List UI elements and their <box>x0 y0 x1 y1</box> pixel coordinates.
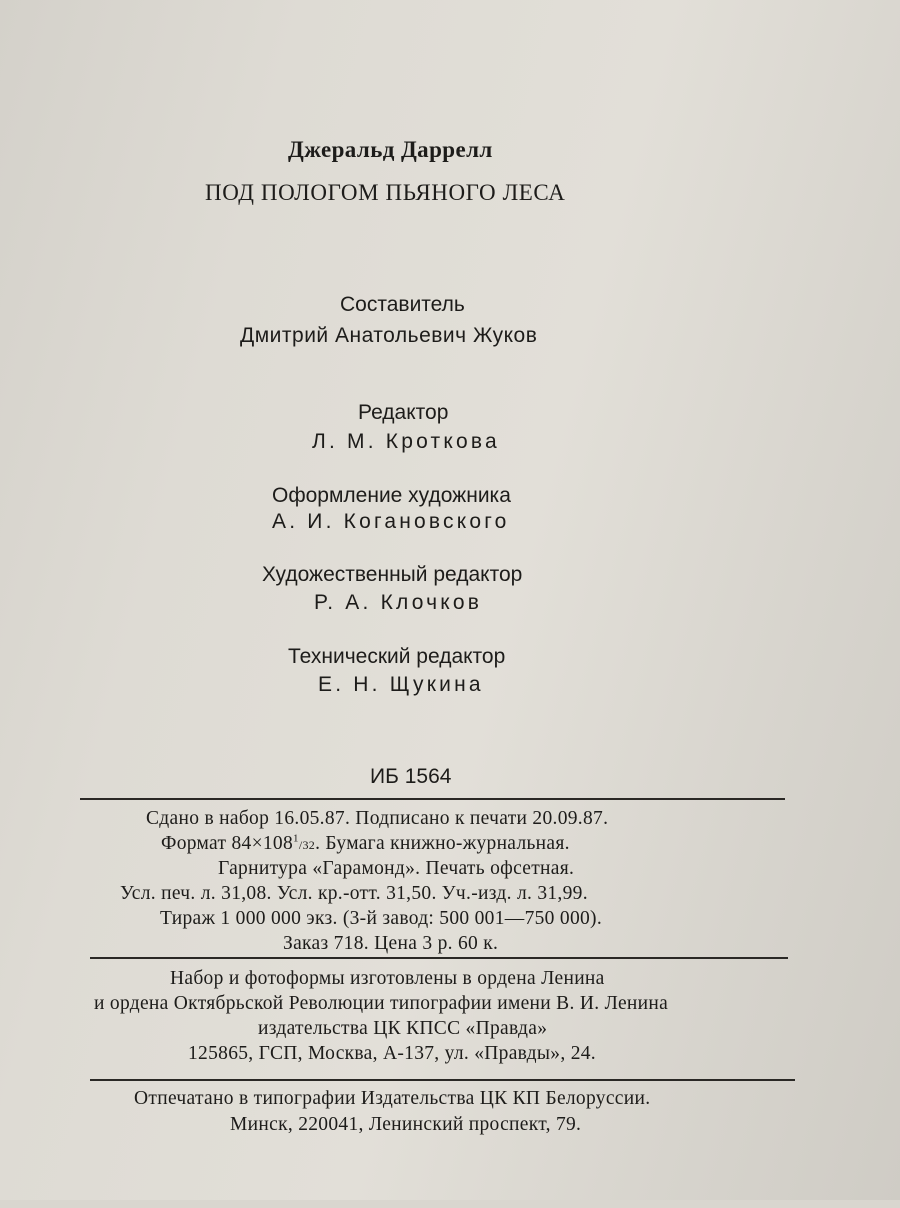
rule-bottom <box>90 1079 795 1081</box>
print-info-line-order: Заказ 718. Цена 3 р. 60 к. <box>283 933 499 954</box>
print-info-line-dates: Сдано в набор 16.05.87. Подписано к печати 20.09.87. <box>146 808 609 829</box>
book-title: ПОД ПОЛОГОМ ПЬЯНОГО ЛЕСА <box>205 180 566 205</box>
print-info-line-run: Тираж 1 000 000 экз. (3-й завод: 500 001—750 000). <box>160 908 603 929</box>
credit-name-art-editor: Р. А. Клочков <box>314 591 483 614</box>
rule-middle <box>90 957 788 959</box>
book-author: Джеральд Даррелл <box>288 137 493 162</box>
credit-role-tech-editor: Технический редактор <box>288 645 506 668</box>
credit-role-art-editor: Художественный редактор <box>262 563 523 586</box>
typography-line-1: Набор и фотоформы изготовлены в ордена Ленина <box>170 968 605 989</box>
printed-at-line-2: Минск, 220041, Ленинский проспект, 79. <box>230 1114 582 1135</box>
format-sub: /32 <box>298 838 316 852</box>
credit-role-designer: Оформление художника <box>272 484 511 507</box>
format-prefix: Формат 84×108 <box>161 833 294 854</box>
format-sup: 1 <box>293 832 299 845</box>
ib-number: ИБ 1564 <box>370 765 452 788</box>
rule-top <box>80 798 785 800</box>
credit-name-compiler: Дмитрий Анатольевич Жуков <box>240 324 538 347</box>
print-info-line-typeface: Гарнитура «Гарамонд». Печать офсетная. <box>218 858 575 879</box>
typography-line-3: издательства ЦК КПСС «Правда» <box>258 1018 548 1039</box>
credit-name-editor: Л. М. Кроткова <box>312 430 500 453</box>
print-info-line-format <box>161 833 570 855</box>
printed-at-line-1: Отпечатано в типографии Издательства ЦК КП Белоруссии. <box>134 1088 651 1109</box>
print-info-line-sheets: Усл. печ. л. 31,08. Усл. кр.-отт. 31,50. Уч.-изд. л. 31,99. <box>120 883 588 904</box>
typography-line-4: 125865, ГСП, Москва, А-137, ул. «Правды», 24. <box>188 1043 596 1064</box>
credit-name-designer: А. И. Когановского <box>272 510 510 533</box>
format-suffix: . Бумага книжно-журнальная. <box>315 833 570 854</box>
credit-name-tech-editor: Е. Н. Щукина <box>318 673 484 696</box>
typography-line-2: и ордена Октябрьской Революции типографии имени В. И. Ленина <box>94 993 669 1014</box>
credit-role-compiler: Составитель <box>340 293 465 316</box>
credit-role-editor: Редактор <box>358 401 449 424</box>
